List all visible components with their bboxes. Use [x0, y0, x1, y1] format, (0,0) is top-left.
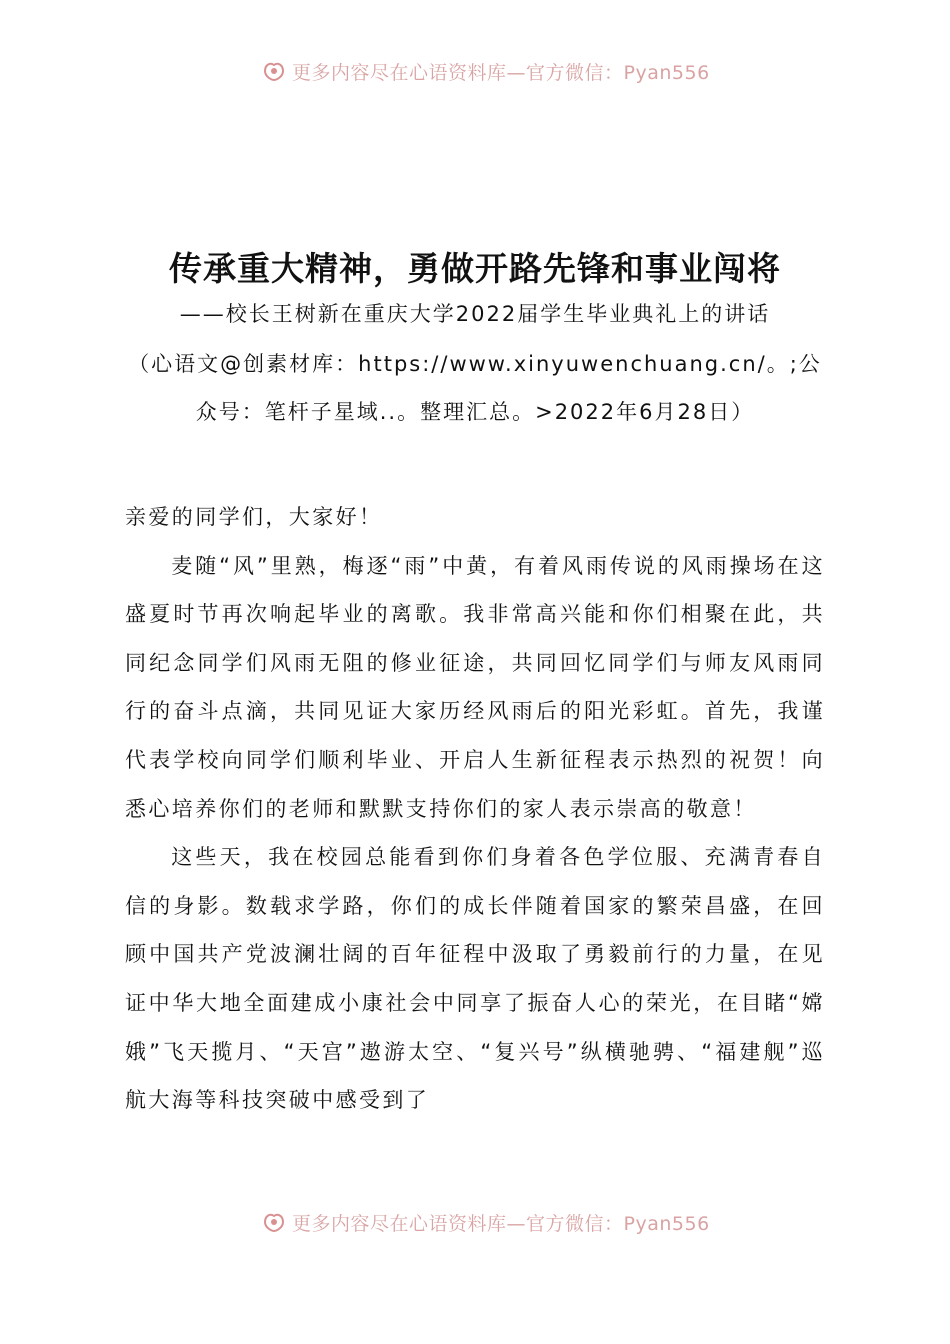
- watermark-text: 更多内容尽在心语资料库—官方微信：Pyan556: [292, 1212, 710, 1235]
- watermark-text: 更多内容尽在心语资料库—官方微信：Pyan556: [292, 61, 710, 84]
- document-title: 传承重大精神，勇做开路先锋和事业闯将: [169, 249, 781, 288]
- greeting: 亲爱的同学们，大家好！: [125, 505, 383, 529]
- watermark-logo-icon: [262, 59, 286, 83]
- watermark-logo-icon: [262, 1210, 286, 1234]
- paragraph: 这些天，我在校园总能看到你们身着各色学位服、充满青春自信的身影。数载求学路，你们的成长伴随着国家的繁荣昌盛，在回顾中国共产党波澜壮阔的百年征程中汲取了勇毅前行的力量，在见证中华大地全面建成小康社会中同享了振奋人心的荣光，在目睹“嫦娥”飞天揽月、“天宫”遨游太空、“复兴号”纵横驰骋、“福建舰”巡航大海等科技突破中感受到了: [125, 845, 825, 1113]
- paragraph: 麦随“风”里熟，梅逐“雨”中黄，有着风雨传说的风雨操场在这盛夏时节再次响起毕业的离歌。我非常高兴能和你们相聚在此，共同纪念同学们风雨无阻的修业征途，共同回忆同学们与师友风雨同行的奋斗点滴，共同见证大家历经风雨后的阳光彩虹。首先，我谨代表学校向同学们顺利毕业、开启人生新征程表示热烈的祝贺！向悉心培养你们的老师和默默支持你们的家人表示崇高的敬意！: [125, 553, 825, 821]
- header-watermark: [262, 56, 710, 86]
- document-subtitle: ——校长王树新在重庆大学2022届学生毕业典礼上的讲话: [179, 302, 771, 326]
- footer-watermark: [262, 1207, 710, 1237]
- document-body: [125, 493, 825, 1125]
- document-source: （心语文@创素材库：https://www.xinyuwenchuang.cn/。;公众号：笔杆子星域..。整理汇总。>2022年6月28日）: [128, 352, 822, 424]
